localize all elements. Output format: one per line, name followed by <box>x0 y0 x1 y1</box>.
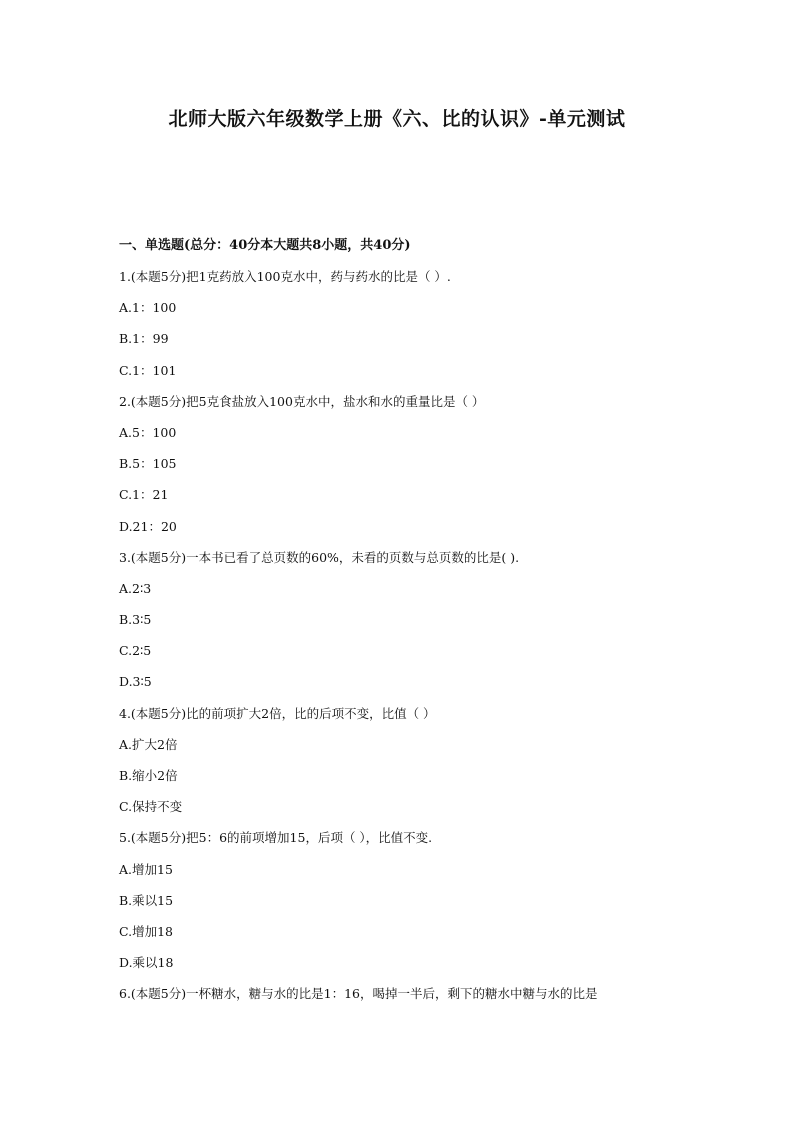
question-stem: 3.(本题5分)一本书已看了总页数的60%，未看的页数与总页数的比是( ). <box>119 549 520 565</box>
question-2 <box>119 392 689 548</box>
question-6 <box>119 984 689 1015</box>
option-c: C.保持不变 <box>119 799 183 815</box>
option-c: C.增加18 <box>119 923 173 939</box>
option-a: A.扩大2倍 <box>119 736 178 752</box>
option-a: A.5：100 <box>119 424 177 440</box>
option-b: B.缩小2倍 <box>119 768 178 783</box>
question-list <box>119 236 689 1016</box>
option-d: D.21：20 <box>119 518 177 534</box>
option-d: D.乘以18 <box>119 955 174 971</box>
option-a: A.增加15 <box>119 861 173 877</box>
option-b: B.3∶5 <box>119 612 152 628</box>
option-b: B.1：99 <box>119 331 169 347</box>
question-stem: 2.(本题5分)把5克食盐放入100克水中，盐水和水的重量比是（ ） <box>119 393 485 409</box>
question-5 <box>119 828 689 984</box>
option-b: B.5：105 <box>119 456 177 472</box>
question-stem: 5.(本题5分)把5：6的前项增加15，后项（ ），比值不变. <box>119 830 433 846</box>
option-c: C.2∶5 <box>119 643 152 659</box>
document-title: 北师大版六年级数学上册《六、比的认识》-单元测试 <box>168 108 626 130</box>
option-d: D.3∶5 <box>119 674 152 690</box>
section-heading: 一、单选题(总分：40分本大题共8小题，共40分) <box>119 238 411 253</box>
option-c: C.1：101 <box>119 362 177 378</box>
question-stem: 1.(本题5分)把1克药放入100克水中，药与药水的比是（ ）. <box>119 269 451 284</box>
question-3 <box>119 548 689 704</box>
question-1 <box>119 267 689 392</box>
option-a: A.1：100 <box>119 300 177 316</box>
option-a: A.2∶3 <box>119 580 152 596</box>
question-stem: 6.(本题5分)一杯糖水，糖与水的比是1：16，喝掉一半后，剩下的糖水中糖与水的比是 <box>119 986 598 1002</box>
question-stem: 4.(本题5分)比的前项扩大2倍，比的后项不变，比值（ ） <box>119 705 436 721</box>
option-c: C.1：21 <box>119 487 169 503</box>
question-4 <box>119 704 689 829</box>
option-b: B.乘以15 <box>119 892 174 908</box>
